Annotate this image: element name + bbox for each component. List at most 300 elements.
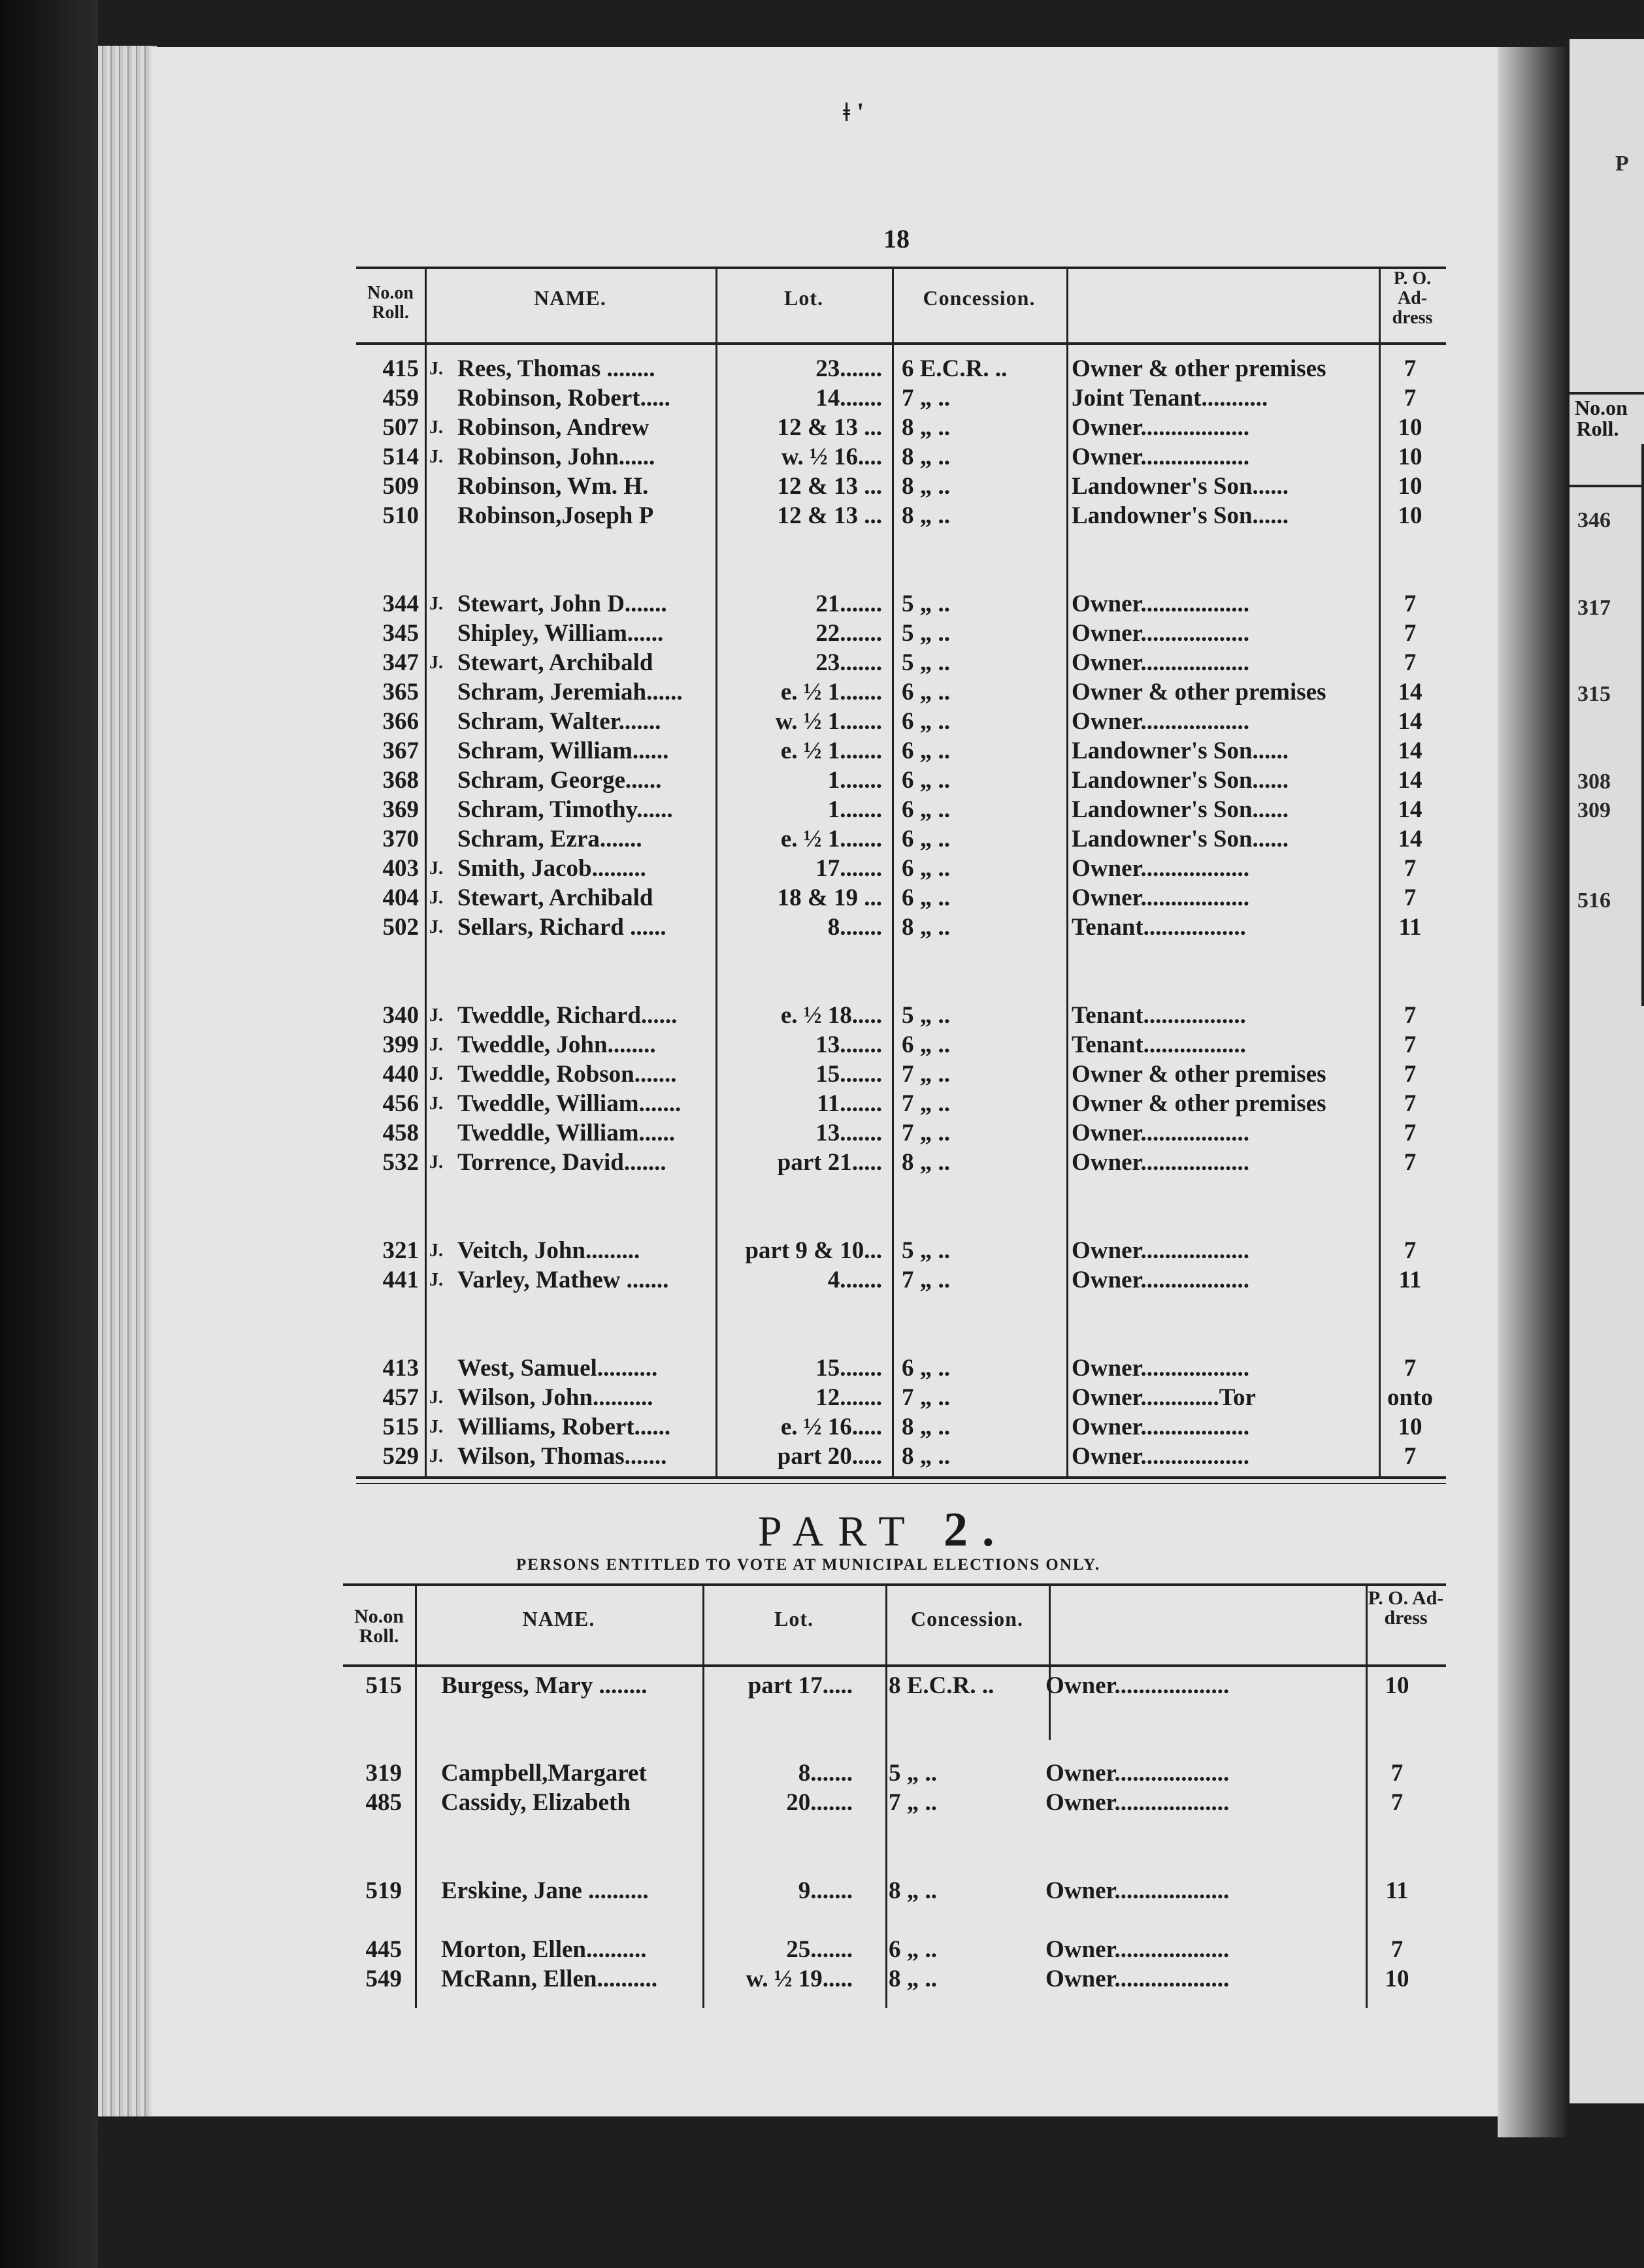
address-cell: 7 <box>1404 1002 1417 1029</box>
header-concession: Concession. <box>923 286 1036 310</box>
roll-number: 515 <box>382 1414 419 1440</box>
header-address: P. O. Ad- dress <box>1368 1587 1444 1628</box>
table-row <box>356 1353 1446 1383</box>
table-row <box>343 1758 1433 1788</box>
address-cell: 11 <box>1398 1267 1422 1293</box>
table-row <box>356 442 1446 472</box>
roll-number: 370 <box>382 826 419 852</box>
address-cell: 14 <box>1398 826 1422 852</box>
lot-cell: e. ½ 1....... <box>780 826 882 852</box>
roll-number: 502 <box>382 914 419 941</box>
table-top-rule <box>356 267 1446 269</box>
description-cell: Owner................... <box>1045 1936 1230 1963</box>
address-cell: 7 <box>1390 1789 1404 1816</box>
concession-cell: 6 „ .. <box>902 1355 950 1382</box>
scan-background-left <box>0 0 98 2268</box>
concession-cell: 8 „ .. <box>902 914 950 941</box>
roll-number: 366 <box>382 708 419 735</box>
roll-number: 459 <box>382 385 419 412</box>
description-cell: Owner & other premises <box>1072 1061 1326 1088</box>
description-cell: Owner.................. <box>1072 1149 1250 1176</box>
description-cell: Tenant................. <box>1072 1031 1246 1058</box>
roll-number: 458 <box>382 1120 419 1146</box>
juror-mark: J. <box>429 653 443 673</box>
name-cell: Stewart, Archibald <box>457 649 653 676</box>
roll-number: 403 <box>382 855 419 882</box>
book-gutter <box>1498 47 1570 2137</box>
juror-mark: J. <box>429 1035 443 1055</box>
table-row <box>356 854 1446 883</box>
table-row <box>356 1442 1446 1471</box>
name-cell: McRann, Ellen.......... <box>441 1966 657 1992</box>
concession-cell: 8 „ .. <box>902 1149 950 1176</box>
part2-title-word: PART <box>758 1508 919 1555</box>
table-top-rule <box>343 1583 1446 1586</box>
name-cell: Stewart, John D....... <box>457 591 667 617</box>
name-cell: Tweddle, Richard...... <box>457 1002 678 1029</box>
address-cell: 10 <box>1398 1414 1422 1440</box>
address-cell: 7 <box>1404 1061 1417 1088</box>
table-row <box>356 383 1446 413</box>
concession-cell: 6 „ .. <box>902 708 950 735</box>
roll-number: 441 <box>382 1267 419 1293</box>
lot-cell: part 21..... <box>777 1149 882 1176</box>
roll-number: 344 <box>382 591 419 617</box>
lot-cell: w. ½ 19..... <box>746 1966 853 1992</box>
juror-mark: J. <box>429 1005 443 1026</box>
name-cell: Torrence, David....... <box>457 1149 666 1176</box>
address-cell: 7 <box>1404 1237 1417 1264</box>
juror-mark: J. <box>429 888 443 908</box>
table-row <box>356 1060 1446 1089</box>
concession-cell: 8 „ .. <box>889 1877 937 1904</box>
juror-mark: J. <box>429 1240 443 1261</box>
page-number: 18 <box>883 224 910 253</box>
address-cell: 10 <box>1398 473 1422 500</box>
concession-cell: 5 „ .. <box>902 591 950 617</box>
address-cell: 7 <box>1404 1443 1417 1470</box>
header-name: NAME. <box>522 1607 595 1630</box>
description-cell: Owner.................. <box>1072 649 1250 676</box>
part2-title-number: 2. <box>944 1503 1009 1557</box>
juror-mark: J. <box>429 1152 443 1173</box>
table-row <box>356 619 1446 648</box>
juror-mark: J. <box>429 917 443 937</box>
lot-cell: 22....... <box>815 620 882 647</box>
address-cell: 7 <box>1404 620 1417 647</box>
address-cell: 7 <box>1404 385 1417 412</box>
roll-number: 510 <box>382 502 419 529</box>
roll-number: 367 <box>382 737 419 764</box>
lot-cell: e. ½ 1....... <box>780 737 882 764</box>
part1-table <box>356 267 1446 1489</box>
roll-number: 514 <box>382 444 419 470</box>
roll-number: 529 <box>382 1443 419 1470</box>
name-cell: Veitch, John......... <box>457 1237 640 1264</box>
table-row <box>356 1030 1446 1060</box>
address-cell: 7 <box>1390 1936 1404 1963</box>
header-concession: Concession. <box>911 1607 1023 1630</box>
address-cell: 14 <box>1398 796 1422 823</box>
name-cell: Robinson, Wm. H. <box>457 473 649 500</box>
concession-cell: 7 „ .. <box>902 1061 950 1088</box>
description-cell: Owner & other premises <box>1072 1090 1326 1117</box>
table-row <box>356 648 1446 677</box>
lot-cell: e. ½ 18..... <box>780 1002 882 1029</box>
concession-cell: 6 „ .. <box>902 767 950 794</box>
table-row <box>356 883 1446 913</box>
concession-cell: 5 „ .. <box>902 620 950 647</box>
roll-number: 445 <box>365 1936 402 1963</box>
lot-cell: 18 & 19 ... <box>777 884 882 911</box>
roll-number: 519 <box>365 1877 402 1904</box>
address-cell: 7 <box>1404 355 1417 382</box>
name-cell: Rees, Thomas ........ <box>457 355 655 382</box>
address-cell: 7 <box>1404 1149 1417 1176</box>
next-page-header: No.on Roll. <box>1575 396 1628 440</box>
juror-mark: J. <box>429 1094 443 1114</box>
table-row <box>356 354 1446 383</box>
lot-cell: part 20..... <box>777 1443 882 1470</box>
concession-cell: 6 „ .. <box>902 737 950 764</box>
description-cell: Landowner's Son...... <box>1072 502 1289 529</box>
lot-cell: part 9 & 10... <box>745 1237 882 1264</box>
address-cell: 7 <box>1404 1355 1417 1382</box>
description-cell: Owner................... <box>1045 1966 1230 1992</box>
roll-number: 532 <box>382 1149 419 1176</box>
table-row <box>356 1148 1446 1177</box>
name-cell: Morton, Ellen.......... <box>441 1936 647 1963</box>
name-cell: Shipley, William...... <box>457 620 664 647</box>
concession-cell: 5 „ .. <box>902 1002 950 1029</box>
concession-cell: 8 „ .. <box>902 1414 950 1440</box>
description-cell: Owner.................. <box>1072 1443 1250 1470</box>
lot-cell: 12 & 13 ... <box>777 414 882 441</box>
juror-mark: J. <box>429 417 443 438</box>
juror-mark: J. <box>429 858 443 879</box>
concession-cell: 5 „ .. <box>889 1760 937 1787</box>
description-cell: Owner.................. <box>1072 1355 1250 1382</box>
table-row <box>356 1265 1446 1295</box>
address-cell: 7 <box>1404 884 1417 911</box>
name-cell: Cassidy, Elizabeth <box>441 1789 631 1816</box>
next-page-fragment <box>1570 39 1644 2103</box>
next-page-column-line <box>1641 444 1644 1006</box>
next-page-header-top: P <box>1615 152 1629 176</box>
roll-number: 319 <box>365 1760 402 1787</box>
address-cell: 7 <box>1404 1090 1417 1117</box>
table-row <box>356 472 1446 501</box>
table-row <box>356 707 1446 736</box>
lot-cell: 1....... <box>827 767 882 794</box>
juror-mark: J. <box>429 1270 443 1290</box>
juror-mark: J. <box>429 359 443 379</box>
name-cell: Tweddle, Robson....... <box>457 1061 677 1088</box>
table-row <box>356 501 1446 530</box>
lot-cell: 14....... <box>815 385 882 412</box>
name-cell: Smith, Jacob......... <box>457 855 646 882</box>
column-line <box>1049 1583 1051 1740</box>
address-cell: 7 <box>1404 1031 1417 1058</box>
description-cell: Landowner's Son...... <box>1072 473 1289 500</box>
table-row <box>356 1412 1446 1442</box>
next-page-roll-number: 346 <box>1577 508 1611 532</box>
name-cell: West, Samuel.......... <box>457 1355 658 1382</box>
lot-cell: e. ½ 1....... <box>780 679 882 705</box>
next-page-roll-number: 309 <box>1577 798 1611 822</box>
next-page-rule <box>1570 485 1644 487</box>
roll-number: 485 <box>365 1789 402 1816</box>
name-cell: Robinson, Andrew <box>457 414 649 441</box>
lot-cell: 12 & 13 ... <box>777 502 882 529</box>
concession-cell: 5 „ .. <box>902 1237 950 1264</box>
description-cell: Owner & other premises <box>1072 679 1326 705</box>
concession-cell: 8 E.C.R. .. <box>889 1672 995 1699</box>
lot-cell: 8....... <box>798 1760 853 1787</box>
concession-cell: 7 „ .. <box>902 1267 950 1293</box>
table-row <box>343 1935 1433 1964</box>
name-cell: Schram, Timothy...... <box>457 796 673 823</box>
description-cell: Owner.................. <box>1072 1120 1250 1146</box>
roll-number: 515 <box>365 1672 402 1699</box>
name-cell: Tweddle, John........ <box>457 1031 656 1058</box>
lot-cell: 9....... <box>798 1877 853 1904</box>
concession-cell: 8 „ .. <box>902 502 950 529</box>
concession-cell: 6 „ .. <box>889 1936 937 1963</box>
table-row <box>356 1383 1446 1412</box>
concession-cell: 6 „ .. <box>902 796 950 823</box>
header-bottom-rule <box>343 1664 1446 1667</box>
table-row <box>343 1876 1433 1905</box>
description-cell: Owner.................. <box>1072 591 1250 617</box>
lot-cell: 15....... <box>815 1061 882 1088</box>
next-page-roll-number: 516 <box>1577 888 1611 913</box>
lot-cell: 13....... <box>815 1120 882 1146</box>
concession-cell: 7 „ .. <box>902 385 950 412</box>
concession-cell: 8 „ .. <box>889 1966 937 1992</box>
address-cell: 14 <box>1398 679 1422 705</box>
concession-cell: 6 „ .. <box>902 679 950 705</box>
description-cell: Landowner's Son...... <box>1072 737 1289 764</box>
lot-cell: 4....... <box>827 1267 882 1293</box>
table-row <box>356 1001 1446 1030</box>
address-cell: 10 <box>1398 502 1422 529</box>
name-cell: Wilson, John.......... <box>457 1384 653 1411</box>
roll-number: 404 <box>382 884 419 911</box>
next-page-rule <box>1570 392 1644 395</box>
lot-cell: 12....... <box>815 1384 882 1411</box>
roll-number: 509 <box>382 473 419 500</box>
name-cell: Williams, Robert...... <box>457 1414 671 1440</box>
address-cell: 10 <box>1398 444 1422 470</box>
table-row <box>343 1671 1433 1700</box>
name-cell: Stewart, Archibald <box>457 884 653 911</box>
juror-mark: J. <box>429 447 443 467</box>
description-cell: Landowner's Son...... <box>1072 796 1289 823</box>
roll-number: 413 <box>382 1355 419 1382</box>
table-row <box>356 913 1446 942</box>
roll-number: 365 <box>382 679 419 705</box>
address-cell: 10 <box>1385 1672 1409 1699</box>
description-cell: Owner & other premises <box>1072 355 1326 382</box>
address-cell: 11 <box>1385 1877 1409 1904</box>
address-cell: 14 <box>1398 708 1422 735</box>
name-cell: Tweddle, William...... <box>457 1120 676 1146</box>
next-page-roll-number: 308 <box>1577 770 1611 794</box>
description-cell: Landowner's Son...... <box>1072 767 1289 794</box>
roll-number: 507 <box>382 414 419 441</box>
header-roll: No.on Roll. <box>354 1606 404 1647</box>
table-row <box>356 1118 1446 1148</box>
lot-cell: 12 & 13 ... <box>777 473 882 500</box>
lot-cell: 11....... <box>817 1090 882 1117</box>
table-row <box>356 824 1446 854</box>
concession-cell: 6 „ .. <box>902 1031 950 1058</box>
concession-cell: 6 „ .. <box>902 884 950 911</box>
concession-cell: 6 „ .. <box>902 826 950 852</box>
description-cell: Tenant................. <box>1072 1002 1246 1029</box>
roll-number: 549 <box>365 1966 402 1992</box>
description-cell: Owner................... <box>1045 1789 1230 1816</box>
lot-cell: 17....... <box>815 855 882 882</box>
lot-cell: 15....... <box>815 1355 882 1382</box>
name-cell: Campbell,Margaret <box>441 1760 647 1787</box>
description-cell: Owner.................. <box>1072 414 1250 441</box>
address-cell: 7 <box>1390 1760 1404 1787</box>
name-cell: Varley, Mathew ....... <box>457 1267 669 1293</box>
lot-cell: w. ½ 1....... <box>775 708 882 735</box>
name-cell: Schram, Walter....... <box>457 708 661 735</box>
description-cell: Owner.................. <box>1072 884 1250 911</box>
description-cell: Owner.................. <box>1072 1414 1250 1440</box>
name-cell: Robinson, Robert..... <box>457 385 670 412</box>
table-row <box>356 589 1446 619</box>
top-mark: ǂ ' <box>843 97 864 127</box>
juror-mark: J. <box>429 1064 443 1084</box>
lot-cell: 8....... <box>827 914 882 941</box>
lot-cell: 1....... <box>827 796 882 823</box>
table-bottom-rule <box>356 1476 1446 1479</box>
table-row <box>356 413 1446 442</box>
roll-number: 368 <box>382 767 419 794</box>
concession-cell: 8 „ .. <box>902 473 950 500</box>
address-cell: 7 <box>1404 649 1417 676</box>
address-cell: 7 <box>1404 1120 1417 1146</box>
concession-cell: 6 „ .. <box>902 855 950 882</box>
description-cell: Owner.................. <box>1072 444 1250 470</box>
lot-cell: 21....... <box>815 591 882 617</box>
table-row <box>343 1964 1433 1994</box>
description-cell: Owner.................. <box>1072 1267 1250 1293</box>
concession-cell: 7 „ .. <box>902 1120 950 1146</box>
description-cell: Owner.................. <box>1072 1237 1250 1264</box>
concession-cell: 8 „ .. <box>902 414 950 441</box>
name-cell: Burgess, Mary ........ <box>441 1672 648 1699</box>
header-roll: No.on Roll. <box>367 283 414 323</box>
roll-number: 340 <box>382 1002 419 1029</box>
description-cell: Owner.................. <box>1072 708 1250 735</box>
header-lot: Lot. <box>784 286 823 310</box>
name-cell: Robinson, John...... <box>457 444 655 470</box>
table-row <box>356 677 1446 707</box>
roll-number: 440 <box>382 1061 419 1088</box>
name-cell: Schram, Jeremiah...... <box>457 679 683 705</box>
lot-cell: 25....... <box>786 1936 853 1963</box>
concession-cell: 8 „ .. <box>902 444 950 470</box>
header-address: P. O. Ad- dress <box>1392 268 1433 328</box>
name-cell: Erskine, Jane .......... <box>441 1877 649 1904</box>
name-cell: Schram, Ezra....... <box>457 826 642 852</box>
table-row <box>356 766 1446 795</box>
roll-number: 456 <box>382 1090 419 1117</box>
juror-mark: J. <box>429 1387 443 1408</box>
book-page-edges <box>98 46 157 2116</box>
table-row <box>343 1788 1433 1817</box>
roll-number: 399 <box>382 1031 419 1058</box>
concession-cell: 7 „ .. <box>902 1090 950 1117</box>
address-cell: 11 <box>1398 914 1422 941</box>
roll-number: 369 <box>382 796 419 823</box>
table-row <box>356 1089 1446 1118</box>
lot-cell: w. ½ 16.... <box>781 444 882 470</box>
description-cell: Owner................... <box>1045 1672 1230 1699</box>
name-cell: Schram, William...... <box>457 737 669 764</box>
concession-cell: 8 „ .. <box>902 1443 950 1470</box>
lot-cell: part 17..... <box>748 1672 853 1699</box>
address-cell: onto <box>1387 1384 1433 1411</box>
juror-mark: J. <box>429 1446 443 1466</box>
address-cell: 14 <box>1398 767 1422 794</box>
address-cell: 10 <box>1398 414 1422 441</box>
table-bottom-rule-thin <box>356 1483 1446 1484</box>
lot-cell: e. ½ 16..... <box>780 1414 882 1440</box>
description-cell: Owner................... <box>1045 1760 1230 1787</box>
roll-number: 321 <box>382 1237 419 1264</box>
lot-cell: 23....... <box>815 649 882 676</box>
lot-cell: 13....... <box>815 1031 882 1058</box>
concession-cell: 7 „ .. <box>902 1384 950 1411</box>
address-cell: 7 <box>1404 855 1417 882</box>
name-cell: Wilson, Thomas....... <box>457 1443 667 1470</box>
address-cell: 14 <box>1398 737 1422 764</box>
name-cell: Schram, George...... <box>457 767 662 794</box>
roll-number: 345 <box>382 620 419 647</box>
description-cell: Landowner's Son...... <box>1072 826 1289 852</box>
address-cell: 7 <box>1404 591 1417 617</box>
description-cell: Owner.................. <box>1072 620 1250 647</box>
concession-cell: 6 E.C.R. .. <box>902 355 1008 382</box>
name-cell: Robinson,Joseph P <box>457 502 654 529</box>
description-cell: Owner.............Tor <box>1072 1384 1256 1411</box>
part2-subtitle: PERSONS ENTITLED TO VOTE AT MUNICIPAL ELECTIONS ONLY. <box>516 1556 1101 1574</box>
juror-mark: J. <box>429 1417 443 1437</box>
part2-title <box>758 1502 1009 1558</box>
roll-number: 457 <box>382 1384 419 1411</box>
table-row <box>356 1236 1446 1265</box>
concession-cell: 5 „ .. <box>902 649 950 676</box>
header-bottom-rule <box>356 342 1446 345</box>
description-cell: Owner.................. <box>1072 855 1250 882</box>
next-page-roll-number: 317 <box>1577 596 1611 620</box>
juror-mark: J. <box>429 594 443 614</box>
description-cell: Owner................... <box>1045 1877 1230 1904</box>
description-cell: Joint Tenant........... <box>1072 385 1268 412</box>
description-cell: Tenant................. <box>1072 914 1246 941</box>
address-cell: 10 <box>1385 1966 1409 1992</box>
next-page-roll-number: 315 <box>1577 682 1611 706</box>
name-cell: Tweddle, William....... <box>457 1090 682 1117</box>
part2-table <box>343 1583 1446 2008</box>
